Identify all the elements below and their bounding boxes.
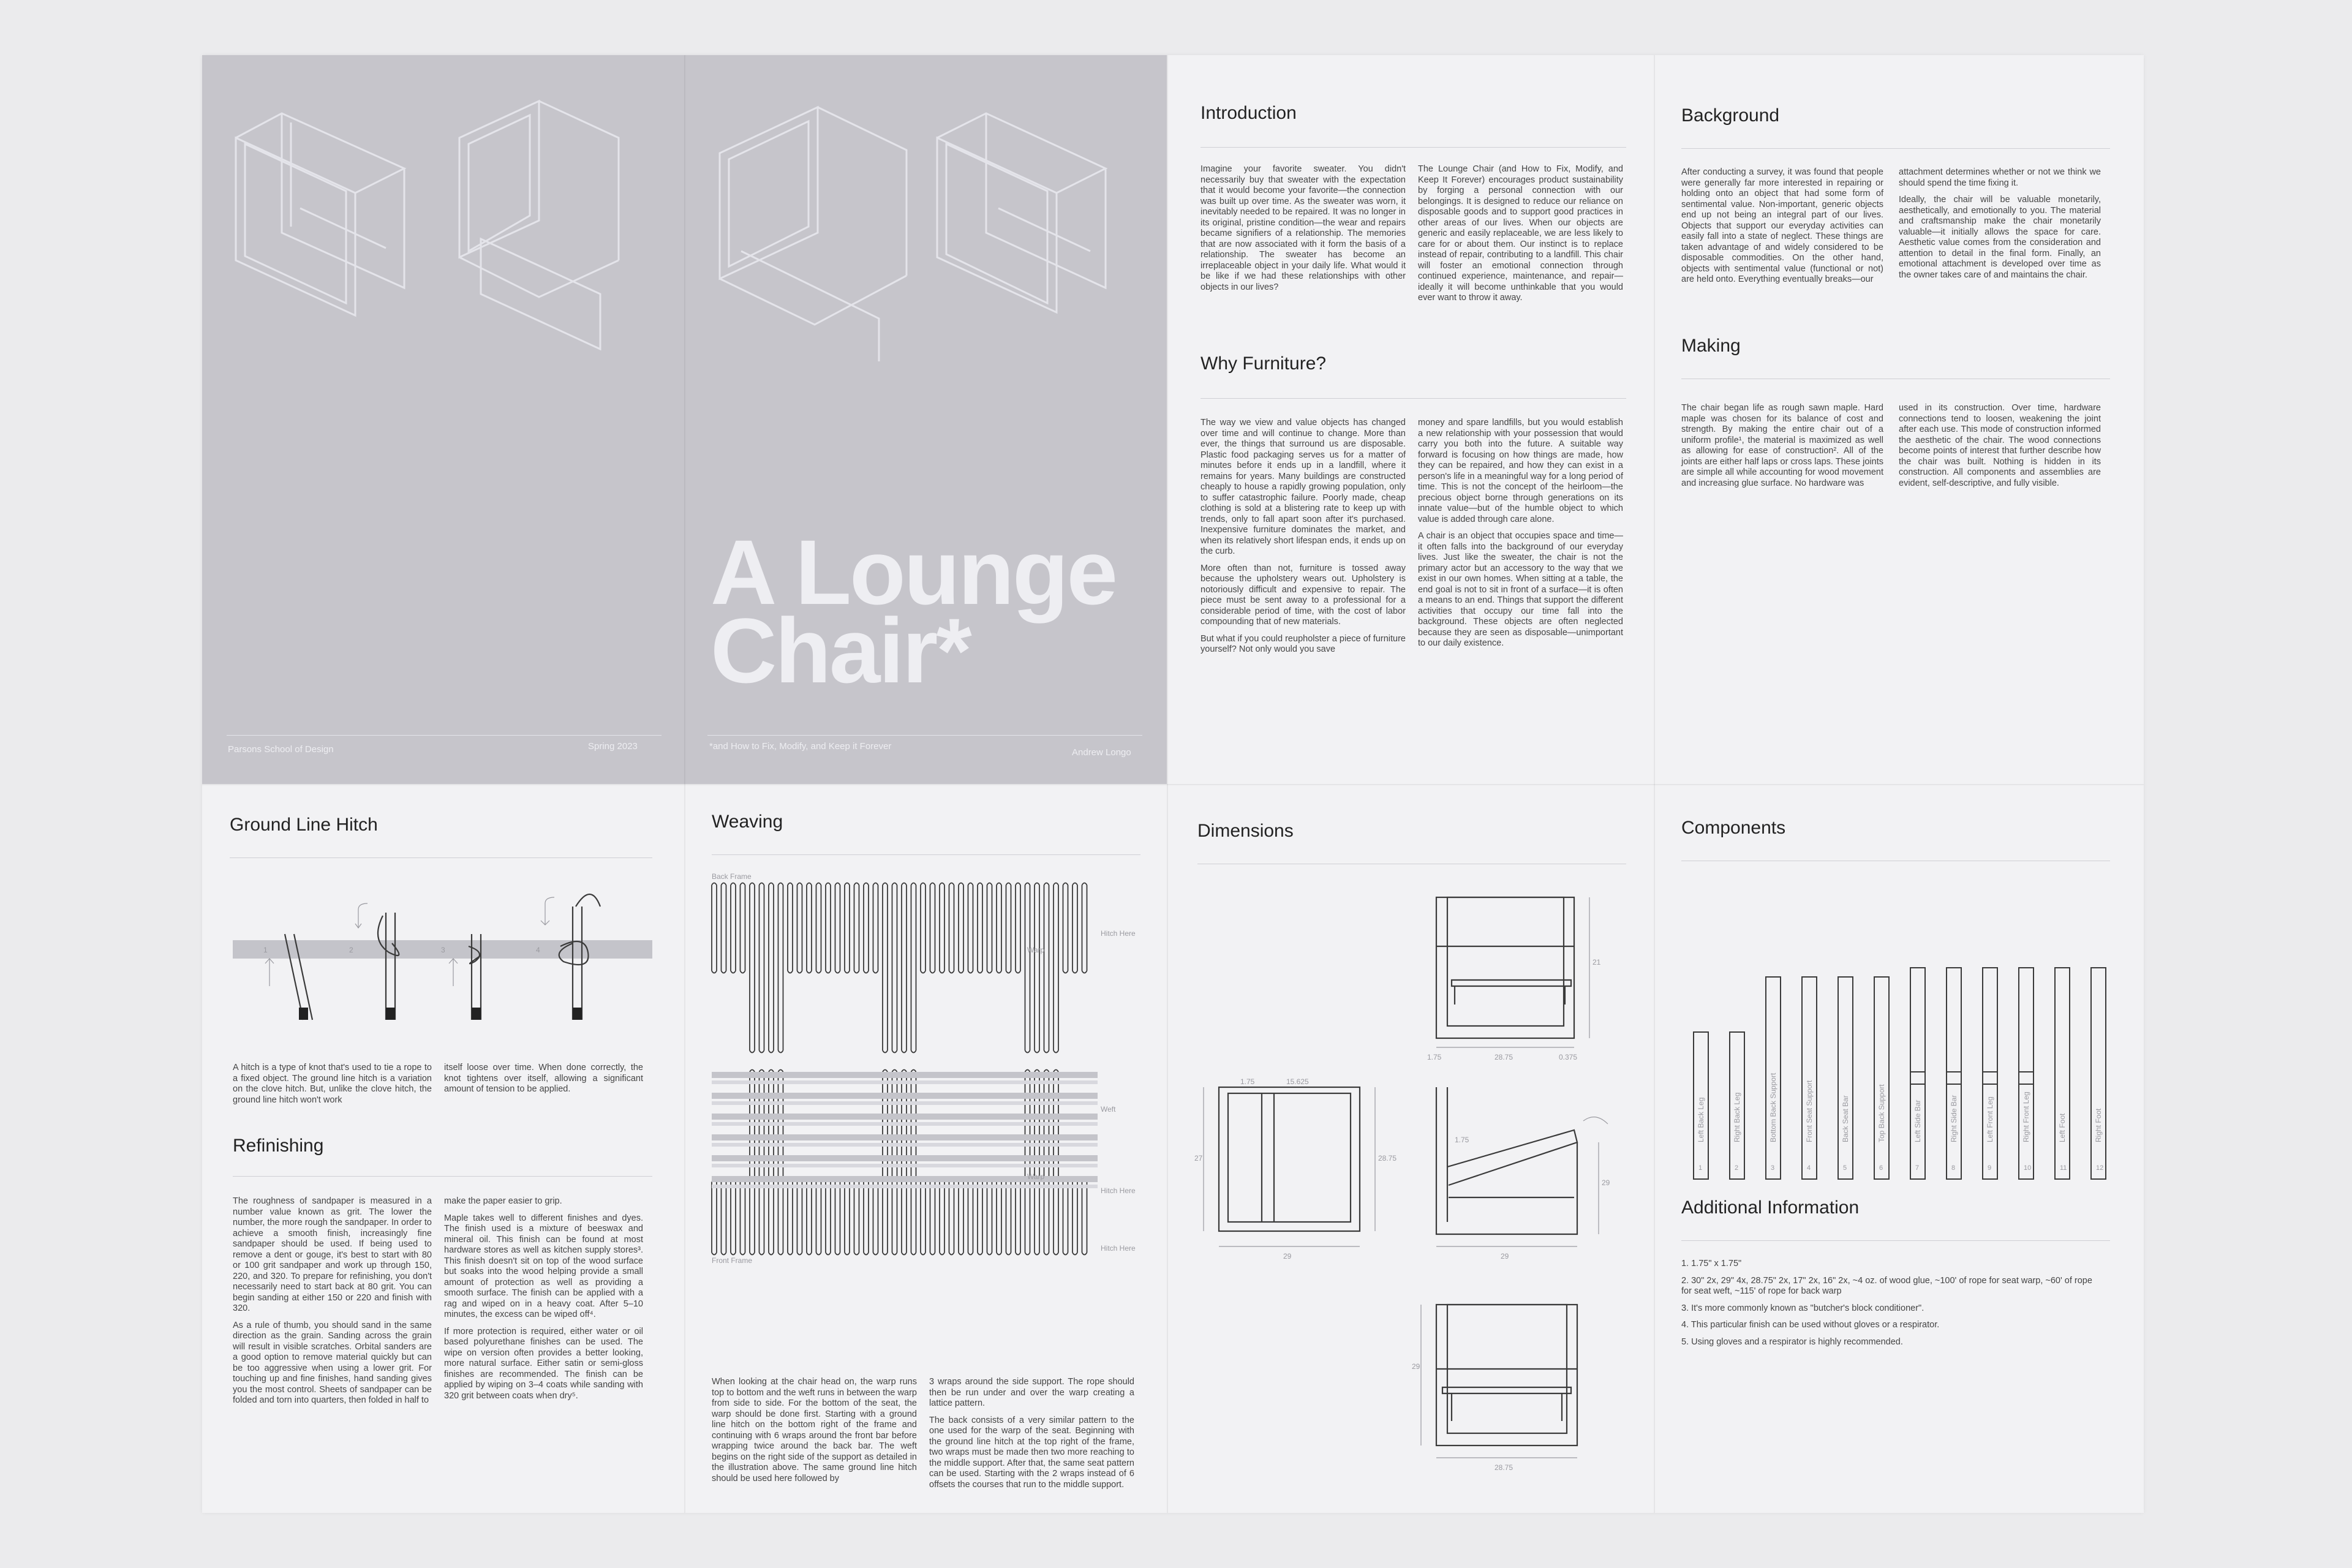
- dimension-label: 28.75: [1494, 1053, 1513, 1061]
- background-col2: [1899, 167, 2101, 287]
- warp-strand: [864, 883, 869, 973]
- hitch-step-label: 3: [441, 946, 445, 954]
- warp-strand: [1082, 883, 1087, 973]
- component-piece: [2055, 968, 2070, 1179]
- warp-strand: [997, 1180, 1001, 1255]
- background-heading: Background: [1681, 105, 1780, 126]
- dimension-label: 0.375: [1559, 1053, 1578, 1061]
- warp-strand: [769, 883, 774, 1053]
- additional-notes: [1681, 1259, 2098, 1354]
- weave-label-hitch: Hitch Here: [1101, 1244, 1136, 1253]
- component-number: 1: [1698, 1164, 1703, 1172]
- warp-strand: [1063, 1180, 1068, 1255]
- warp-strand: [902, 883, 907, 1053]
- weft-strand: [712, 1093, 1098, 1099]
- weaving-col2: [929, 1377, 1134, 1496]
- note: 2. 30" 2x, 29" 4x, 28.75" 2x, 17" 2x, 16" 2x, ~4 oz. of wood glue, ~100' of rope for seat warp, ~60' of rope for seat weft, ~115' of rope for back warp: [1681, 1275, 2092, 1296]
- component-label: Bottom Back Support: [1769, 1072, 1777, 1142]
- weft-strand: [712, 1134, 1098, 1140]
- dimension-label: 21: [1593, 958, 1601, 967]
- paragraph: The back consists of a very similar pattern to the one used for the warp of the seat. Beginning with the ground line hitch at the top right of the frame, two wraps must be made then two more reaching to the middle support. After that, the same seat pattern can be used. Starting with the 2 wraps instead of 6 offsets the courses that run to the middle support.: [929, 1415, 1134, 1490]
- component-piece: [1874, 977, 1889, 1179]
- paragraph: More often than not, furniture is tossed away because the upholstery wears out. Upholstery is notoriously difficult and expensive to repair. The piece must be sent away to a professional for a considerable period of time, with the cost of labor compounding that of new materials.: [1200, 563, 1406, 627]
- cover-rule-left: [227, 735, 662, 736]
- warp-strand: [750, 883, 755, 1053]
- warp-strand: [797, 1180, 802, 1255]
- dimension-label: 28.75: [1494, 1463, 1513, 1472]
- warp-strand: [978, 883, 982, 973]
- component-number: 2: [1735, 1164, 1739, 1172]
- warp-strand: [940, 1180, 944, 1255]
- components-diagram: [1678, 882, 2119, 1225]
- warp-strand: [968, 883, 973, 973]
- warp-strand: [741, 883, 745, 973]
- component-joint: [1983, 1072, 1997, 1084]
- divider: [1681, 1240, 2110, 1241]
- component-label: Right Back Leg: [1733, 1092, 1741, 1142]
- hitch-step-label: 4: [536, 946, 540, 954]
- warp-strand: [940, 883, 944, 973]
- warp-strand: [731, 883, 736, 973]
- introduction-panel: [1167, 55, 1654, 784]
- warp-strand: [854, 1180, 859, 1255]
- warp-strand: [987, 883, 992, 973]
- component-label: Front Seat Support: [1805, 1080, 1814, 1142]
- component-piece: [1947, 968, 1961, 1179]
- weft-strand: [712, 1114, 1098, 1120]
- weft-strand: [712, 1164, 1098, 1167]
- warp-strand: [845, 883, 850, 973]
- dimension-label: 29: [1412, 1362, 1420, 1371]
- warp-strand: [1016, 883, 1020, 973]
- warp-strand: [883, 883, 888, 1053]
- component-number: 5: [1843, 1164, 1847, 1172]
- cover-title-line2: Chair*: [710, 599, 970, 702]
- component-label: Right Side Bar: [1950, 1095, 1958, 1142]
- paragraph: The roughness of sandpaper is measured in a number value known as grit. The lower the number, the more rough the sandpaper. In order to achieve a smooth finish, increasingly fine sandpaper should be used. If being used to remove a dent or gouge, it's best to start with 80 or 100 grit sandpaper and work up through 150, 220, and 320. To prepare for refinishing, you don't necessarily need to start back at 80 grit. You can begin sanding at either 150 or 220 and finish with 320.: [233, 1196, 432, 1313]
- warp-strand: [930, 1180, 935, 1255]
- divider: [1200, 147, 1626, 148]
- weave-label-weft: Weft: [1101, 1105, 1116, 1114]
- warp-strand: [1006, 883, 1011, 973]
- weft-strand: [712, 1080, 1098, 1084]
- warp-strand: [741, 1180, 745, 1255]
- cover-title-line1: A Lounge: [710, 521, 1116, 624]
- dimension-label: 28.75: [1378, 1154, 1397, 1163]
- hitch-col2: itself loose over time. When done correctly, the knot tightens over itself, allowing a significant amount of tension to be applied.: [444, 1063, 643, 1094]
- warp-strand: [778, 883, 783, 1053]
- warp-strand: [930, 883, 935, 973]
- warp-strand: [1054, 883, 1058, 1053]
- component-joint: [1947, 1072, 1961, 1084]
- folded-booklet-sheet: [202, 55, 2144, 1513]
- warp-strand: [807, 883, 812, 973]
- warp-strand: [731, 1180, 736, 1255]
- warp-strand: [1072, 1180, 1077, 1255]
- components-panel: [1654, 784, 2144, 1513]
- warp-strand: [978, 1180, 982, 1255]
- weft-strand: [712, 1155, 1098, 1161]
- dimension-label: 29: [1501, 1252, 1509, 1261]
- components-heading: Components: [1681, 818, 1786, 838]
- warp-strand: [949, 1180, 954, 1255]
- warp-strand: [949, 883, 954, 973]
- warp-strand: [845, 1180, 850, 1255]
- component-number: 6: [1879, 1164, 1883, 1172]
- component-label: Back Seat Bar: [1841, 1095, 1850, 1142]
- weft-strand: [712, 1122, 1098, 1126]
- warp-strand: [1016, 1180, 1020, 1255]
- warp-strand: [1006, 1180, 1011, 1255]
- warp-strand: [1072, 883, 1077, 973]
- warp-strand: [816, 1180, 821, 1255]
- background-col1: After conducting a survey, it was found that people were generally far more interested in repairing or holding onto an object that had some form of sentimental value. Non-important, generic objects end up not being an integral part of our lives. Objects that support our everyday activities can easily fall into a state of neglect. These things are taken advantage of and widely considered to be disposable commodities. On the other hand, objects with sentimental value (functional or not) are held onto. Everything eventually breaks—our: [1681, 167, 1883, 284]
- warp-strand: [873, 1180, 878, 1255]
- component-number: 7: [1915, 1164, 1920, 1172]
- hitch-step-label: 1: [263, 946, 268, 954]
- weft-strand: [712, 1143, 1098, 1147]
- refinishing-heading: Refinishing: [233, 1136, 324, 1156]
- cover-season: Spring 2023: [588, 741, 638, 752]
- paragraph: A chair is an object that occupies space and time—it often falls into the background of our everyday lives. Just like the sweater, the chair is not the primary actor but an accessory to the way that we exist in our own homes. When sitting at a table, the end goal is not to sit in front of a surface—it is often a means to an end. Things that support the different activities that occupy our time fall into the background. These objects are often neglected because they are seen as disposable—unimportant to our daily existence.: [1418, 531, 1623, 648]
- paragraph: If more protection is required, either water or oil based polyurethane finishes can be used. The wipe on version often provides a better looking, more natural surface. Either satin or semi-gloss finishes are recommended. The finish can be applied by wiping on 3–4 coats while sanding with 320 grit between coats when dry⁵.: [444, 1326, 643, 1401]
- making-col1: The chair began life as rough sawn maple. Hard maple was chosen for its balance of cost and strength. By making the entire chair out of a uniform profile¹, the material is maximized as well as allowing for ease of construction². All of the joints are either half laps or cross laps. These joints are simple all while accounting for wood movement and increasing glue surface. No hardware was: [1681, 403, 1883, 488]
- component-label: Right Front Leg: [2022, 1091, 2030, 1142]
- component-label: Left Back Leg: [1697, 1097, 1705, 1142]
- warp-strand: [826, 883, 831, 973]
- warp-strand: [835, 1180, 840, 1255]
- refinishing-col2: [444, 1196, 643, 1408]
- warp-strand: [835, 883, 840, 973]
- warp-strand: [1035, 883, 1039, 1053]
- introduction-col1: Imagine your favorite sweater. You didn't necessarily buy that sweater with the expectation that it would become your favorite—the connection was built up over time. As the sweater was worn, it inevitably needed to be repaired. It was no longer in its original, pristine condition—the wear and repairs became signifiers of a relationship. The memories that are now associated with it form the basis of a relationship. The sweater has become an irreplaceable object in your daily life. What would it be like if we had these relationships with other objects in our lives?: [1200, 164, 1406, 292]
- component-piece: [1910, 968, 1925, 1179]
- component-piece: [2091, 968, 2106, 1179]
- component-piece: [1838, 977, 1853, 1179]
- warp-strand: [987, 1180, 992, 1255]
- cover-school: Parsons School of Design: [228, 744, 334, 755]
- note: 4. This particular finish can be used without gloves or a respirator.: [1681, 1320, 1940, 1330]
- paragraph: attachment determines whether or not we think we should spend the time fixing it.: [1899, 167, 2101, 188]
- component-number: 11: [2060, 1164, 2067, 1172]
- warp-strand: [788, 1180, 793, 1255]
- warp-strand: [816, 883, 821, 973]
- warp-strand: [959, 1180, 963, 1255]
- why-furniture-heading: Why Furniture?: [1200, 353, 1327, 374]
- warp-strand: [797, 883, 802, 973]
- paragraph: make the paper easier to grip.: [444, 1196, 562, 1206]
- background-panel: [1654, 55, 2144, 784]
- note: 1. 1.75" x 1.75": [1681, 1259, 1742, 1268]
- component-number: 8: [1951, 1164, 1956, 1172]
- warp-strand: [1025, 883, 1030, 1053]
- note: 3. It's more commonly known as "butcher's block conditioner".: [1681, 1303, 1924, 1313]
- hitch-col1: A hitch is a type of knot that's used to tie a rope to a fixed object. The ground line hitch is a variation on the clove hitch. But, unlike the clove hitch, the ground line hitch won't work: [233, 1063, 432, 1105]
- weft-strand: [712, 1101, 1098, 1105]
- warp-strand: [911, 883, 916, 1053]
- component-label: Right Foot: [2094, 1108, 2103, 1142]
- warp-strand: [997, 883, 1001, 973]
- dimension-label: 1.75: [1427, 1053, 1442, 1061]
- weave-label-hitch: Hitch Here: [1101, 1186, 1136, 1195]
- component-number: 3: [1771, 1164, 1775, 1172]
- component-piece: [1802, 977, 1817, 1179]
- refinishing-col1: [233, 1196, 432, 1412]
- warp-strand: [921, 1180, 925, 1255]
- dimension-label: 15.625: [1286, 1077, 1309, 1086]
- why-furniture-col1: [1200, 418, 1406, 662]
- making-heading: Making: [1681, 336, 1741, 356]
- warp-strand: [1082, 1180, 1087, 1255]
- weaving-heading: Weaving: [712, 812, 783, 832]
- additional-information-heading: Additional Information: [1681, 1197, 1860, 1218]
- dimension-label: 29: [1602, 1178, 1610, 1187]
- component-joint: [1910, 1072, 1925, 1084]
- weave-label-hitch: Hitch Here: [1101, 929, 1136, 938]
- dimension-drawings: [1191, 879, 1645, 1472]
- divider: [233, 1176, 652, 1177]
- divider: [712, 854, 1140, 855]
- note: 5. Using gloves and a respirator is highly recommended.: [1681, 1336, 1903, 1347]
- divider: [1200, 398, 1626, 399]
- paragraph: Ideally, the chair will be valuable monetarily, aesthetically, and emotionally to you. The material and craftsmanship make the chair monetarily valuable—it initially allows the space for care. Aesthetic value comes from the consideration and attention to detail in the final form. Finally, an emotional attachment is developed over time as the owner takes care of and maintains the chair.: [1899, 195, 2101, 280]
- cover-author: Andrew Longo: [1072, 747, 1131, 758]
- introduction-col2: The Lounge Chair (and How to Fix, Modify, and Keep It Forever) encourages product sustainability by forging a personal connection with our belongings. It is designed to reduce our reliance on disposable goods and to support good practices in other areas of our lives. When our objects are generic and easily replaceable, we are less likely to care for or about them. Our instinct is to replace instead of repair, contributing to a landfill. This chair will foster an emotional connection through continued experience, maintenance, and repair—ideally it will become unthinkable that you would ever want to throw it away.: [1418, 164, 1623, 303]
- warp-strand: [712, 883, 717, 973]
- warp-strand: [788, 883, 793, 973]
- warp-strand: [921, 883, 925, 973]
- paragraph: But what if you could reupholster a piece of furniture yourself? Not only would you save: [1200, 633, 1406, 654]
- component-piece: [1983, 968, 1997, 1179]
- cover-subtitle: *and How to Fix, Modify, and Keep it Forever: [709, 741, 892, 752]
- cover-rule-right: [707, 735, 1142, 736]
- ground-line-hitch-panel: [202, 784, 684, 1513]
- warp-strand: [722, 883, 726, 973]
- weave-label-front-frame: Front Frame: [712, 1256, 753, 1265]
- component-label: Top Back Support: [1877, 1084, 1886, 1142]
- component-number: 4: [1807, 1164, 1811, 1172]
- weave-label-warp: Warp: [1027, 946, 1045, 954]
- paragraph: Maple takes well to different finishes and dyes. The finish used is a mixture of beeswax and mineral oil. This finish can be found at most hardware stores as well as kitchen supply stores³. This finish doesn't sit on top of the wood surface but soaks into the wood helping provide a small amount of protection as well as providing a smooth surface. The finish can be applied with a rag and wiped on in a heavy coat. After 5–10 minutes, the excess can be wiped off⁴.: [444, 1213, 643, 1319]
- making-col2: used in its construction. Over time, hardware connections tend to loosen, weakening the joint after each use. This mode of construction informed the aesthetic of the chair. The wood connections become points of interest that further describe how the chair was built. Nothing is hidden in its construction. All components and assemblies are evident, self-descriptive, and fully visible.: [1899, 403, 2101, 488]
- weft-strand: [712, 1185, 1098, 1188]
- hitch-diagram: [230, 879, 658, 1038]
- component-number: 9: [1988, 1164, 1992, 1172]
- component-number: 10: [2024, 1164, 2032, 1172]
- dimension-label: 27: [1194, 1154, 1203, 1163]
- introduction-heading: Introduction: [1200, 103, 1297, 123]
- paragraph: The way we view and value objects has changed over time and will continue to change. More than ever, the things that surround us are disposable. Plastic food packaging serves us for a matter of minutes before it ends up in a landfill, where it remains for years. Many buildings are constructed cheaply to house a rapidly growing population, only to suffer catastrophic failure. Poorly made, cheap clothing is sold at a blistering rate to keep up with trends, only to fall apart soon after it's purchased. Inexpensive furniture dominates the market, and when its relatively short lifespan ends, it ends up on the curb.: [1200, 418, 1406, 556]
- warp-strand: [892, 883, 897, 1053]
- cover-title: [710, 521, 1116, 702]
- warp-strand: [722, 1180, 726, 1255]
- component-label: Left Side Bar: [1913, 1099, 1922, 1142]
- warp-strand: [968, 1180, 973, 1255]
- hitch-step-label: 2: [349, 946, 353, 954]
- warp-strand: [712, 1180, 717, 1255]
- paragraph: As a rule of thumb, you should sand in the same direction as the grain. Sanding across the grain will result in visible scratches. Orbital sanders are a good option to remove material quickly but can be too aggressive when using a lower grit. For touching up and fine finishes, hand sanding gives you the most control. Sheets of sandpaper can be folded and torn into quarters, then folded in half to: [233, 1320, 432, 1405]
- dimensions-heading: Dimensions: [1197, 821, 1294, 841]
- weft-strand: [712, 1072, 1098, 1078]
- component-number: 12: [2096, 1164, 2104, 1172]
- component-joint: [2019, 1072, 2034, 1084]
- dimensions-panel: [1167, 784, 1654, 1513]
- weave-label-warp: Warp: [1027, 1172, 1045, 1181]
- component-label: Left Foot: [2058, 1113, 2067, 1142]
- weaving-panel: [684, 784, 1167, 1513]
- weaving-col1: When looking at the chair head on, the warp runs top to bottom and the weft runs in between the warp from side to side. For the bottom of the seat, the warp should be done first. Starting with a ground line hitch on the bottom right of the frame and continuing with 6 wraps around the front bar before wrapping twice around the back bar. The weft begins on the right side of the support as detailed in the illustration above. The same ground line hitch should be used here followed by: [712, 1377, 917, 1483]
- warp-strand: [854, 883, 859, 973]
- ground-line-hitch-heading: Ground Line Hitch: [230, 815, 378, 835]
- warp-strand: [760, 883, 764, 1053]
- warp-strand: [1063, 883, 1068, 973]
- warp-strand: [807, 1180, 812, 1255]
- why-furniture-col2: [1418, 418, 1623, 655]
- dimension-label: 29: [1283, 1252, 1292, 1261]
- warp-strand: [1044, 883, 1049, 1053]
- component-label: Left Front Leg: [1986, 1096, 1994, 1142]
- weaving-diagram: [709, 870, 1150, 1268]
- dimension-label: 1.75: [1455, 1136, 1469, 1144]
- warp-strand: [873, 883, 878, 973]
- divider: [1681, 148, 2110, 149]
- dimension-label: 1.75: [1240, 1077, 1255, 1086]
- weave-label-back-frame: Back Frame: [712, 872, 752, 881]
- paragraph: money and spare landfills, but you would establish a new relationship with your possession that would carry you both into the future. A suitable way forward is focusing on how things are made, how they can be repaired, and how they can exist in a person's life in a meaningful way for a long period of time. This is not the concept of the heirloom—the precious object borne through generations on its innate value—but of the humble object to which value is added through care alone.: [1418, 418, 1623, 524]
- paragraph: 3 wraps around the side support. The rope should then be run under and over the warp creating a lattice pattern.: [929, 1377, 1134, 1408]
- warp-strand: [864, 1180, 869, 1255]
- warp-strand: [826, 1180, 831, 1255]
- component-piece: [2019, 968, 2034, 1179]
- warp-strand: [959, 883, 963, 973]
